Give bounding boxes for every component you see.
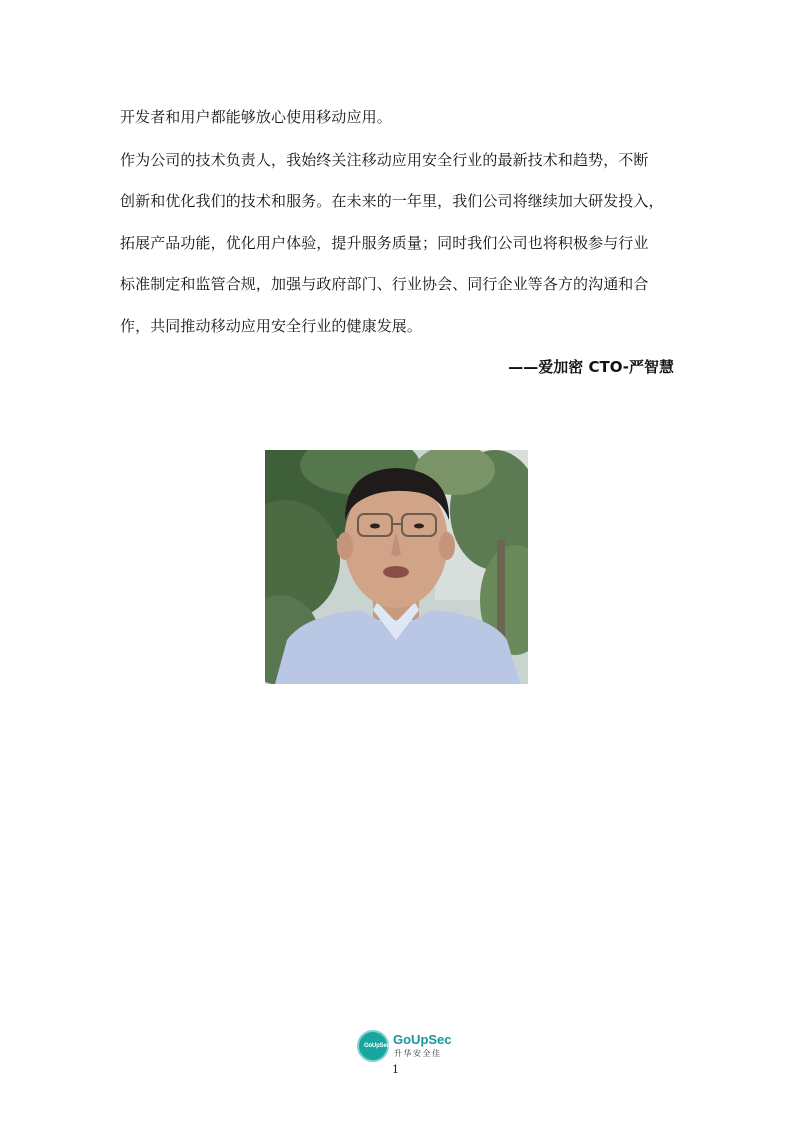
paragraph-line: 标准制定和监管合规，加强与政府部门、行业协会、同行企业等各方的沟通和合 [120,275,649,293]
paragraph-line: 作，共同推动移动应用安全行业的健康发展。 [120,317,423,335]
paragraph-line: 拓展产品功能，优化用户体验，提升服务质量；同时我们公司也将积极参与行业 [120,234,649,252]
paragraph-line: 创新和优化我们的技术和服务。在未来的一年里，我们公司将继续加大研发投入， [120,192,664,210]
goupsec-logo-icon [357,1030,389,1062]
logo-badge-text: GoUpSec [364,1043,390,1049]
paragraph-line: 作为公司的技术负责人，我始终关注移动应用安全行业的最新技术和趋势，不断 [120,151,649,169]
paragraph-line: 开发者和用户都能够放心使用移动应用。 [120,108,392,126]
brand-subtitle: 升华安全佳 [394,1049,442,1058]
signature: ——爱加密 CTO-严智慧 [508,358,674,376]
portrait-photo [265,450,528,684]
brand-name: GoUpSec [393,1032,452,1047]
footer-logo [357,1030,457,1064]
page-number: 1 [392,1063,399,1076]
